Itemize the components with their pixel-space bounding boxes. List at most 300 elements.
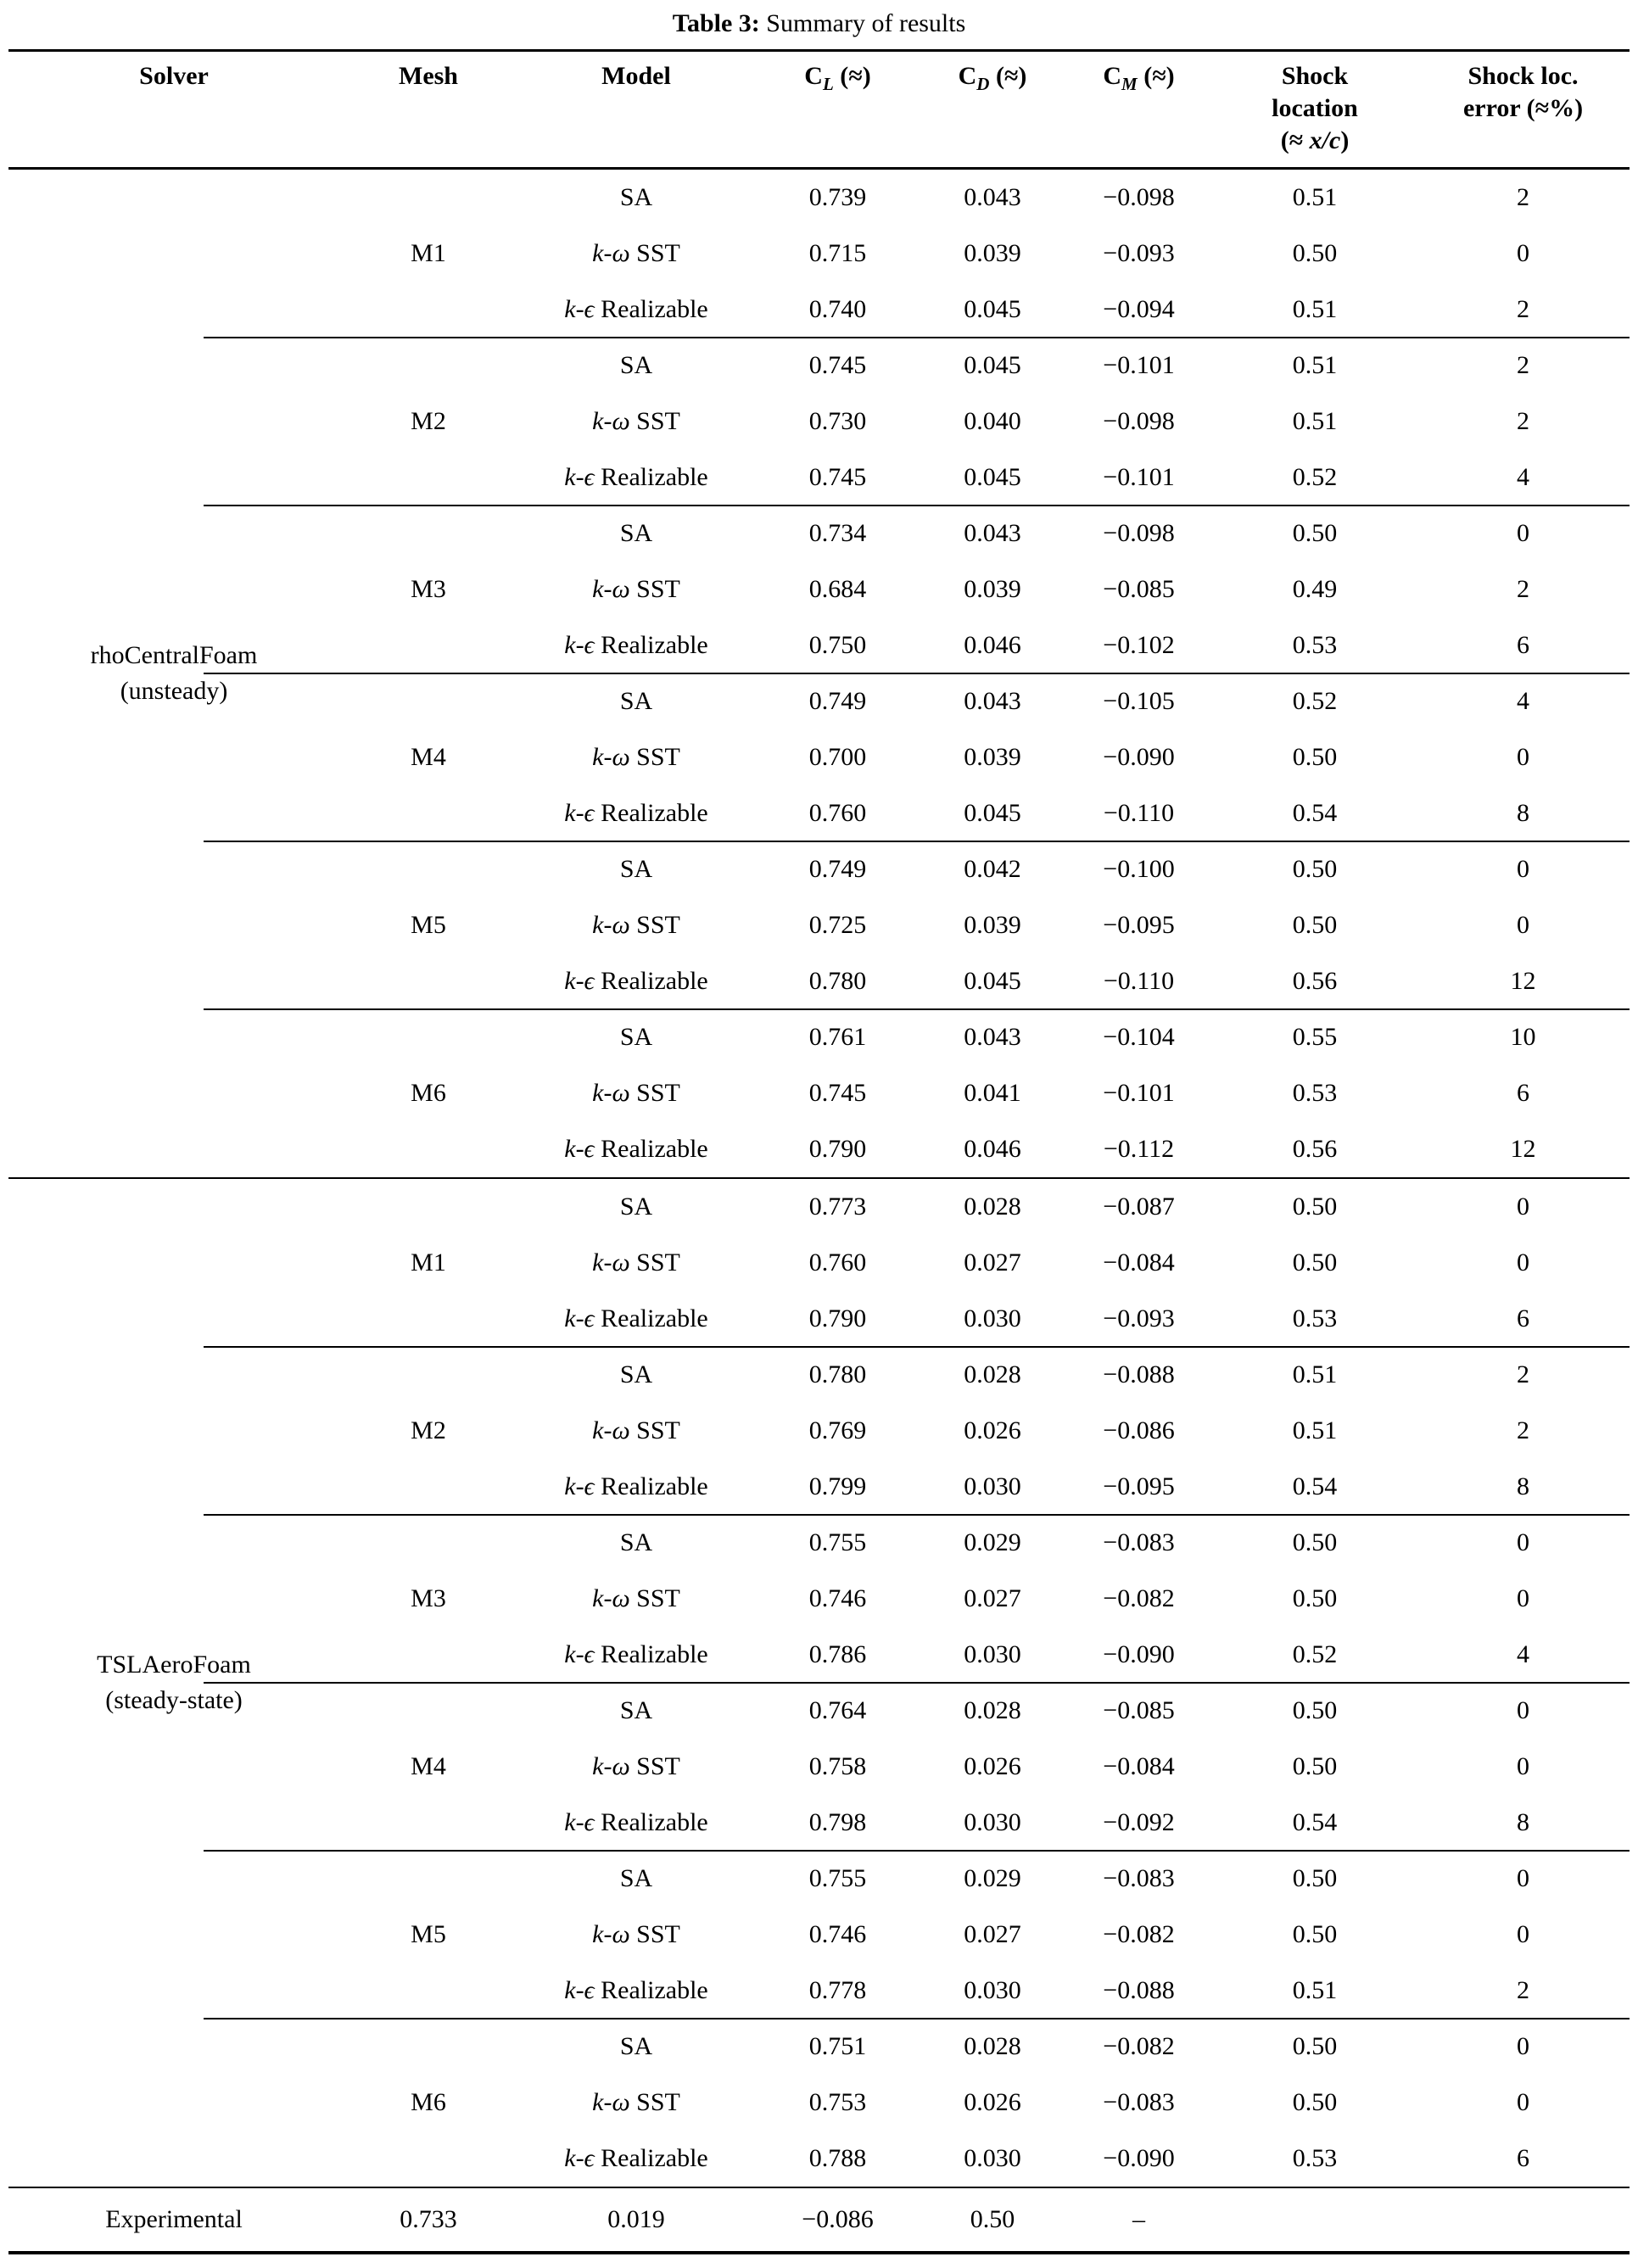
cell-cl: 0.769	[808, 1416, 867, 1444]
model-math-symbol: k-ω	[592, 1584, 630, 1612]
cell-cd: 0.043	[964, 1023, 1021, 1051]
cell-cm: −0.102	[1103, 631, 1175, 659]
cell-cd: 0.027	[964, 1920, 1021, 1948]
experimental-cm: −0.086	[802, 2205, 874, 2233]
model-label: SA	[619, 1864, 653, 1892]
cell-error: 8	[1517, 799, 1529, 827]
model-math-symbol: k-ϵ	[564, 1304, 595, 1332]
cell-error: 12	[1510, 967, 1536, 995]
cell-shock: 0.54	[1292, 1808, 1338, 1836]
cl-approx: (≈)	[833, 62, 871, 90]
model-label: k-ϵ Realizable	[564, 2144, 708, 2172]
cell-error: 6	[1517, 1304, 1529, 1332]
experimental-shock: 0.50	[970, 2205, 1015, 2233]
mesh-label: M5	[411, 1920, 446, 1948]
cell-cm: −0.083	[1103, 2088, 1175, 2116]
bottom-rule	[8, 2251, 1630, 2254]
cell-shock: 0.51	[1292, 1976, 1338, 2004]
solver-name: TSLAeroFoam	[97, 1651, 251, 1679]
model-label: k-ω SST	[592, 743, 680, 771]
mesh-label: M5	[411, 911, 446, 939]
mesh-label: M2	[411, 407, 446, 435]
cell-cl: 0.730	[808, 407, 867, 435]
mesh-block-m6	[8, 2019, 1630, 2187]
mesh-block-m1	[8, 170, 1630, 338]
cell-cm: −0.082	[1103, 1584, 1175, 1612]
cell-cm: −0.090	[1103, 2144, 1175, 2172]
cell-cl: 0.746	[808, 1920, 867, 1948]
cell-cd: 0.026	[964, 1416, 1021, 1444]
mesh-block-m3	[8, 506, 1630, 673]
mesh-block-m4	[8, 673, 1630, 841]
mesh-label: M3	[411, 1584, 446, 1612]
model-label: k-ϵ Realizable	[564, 799, 708, 827]
cell-error: 0	[1517, 1193, 1529, 1221]
model-label: k-ϵ Realizable	[564, 1135, 708, 1163]
mesh-block-m6	[8, 1009, 1630, 1177]
col-header-shock-error	[1417, 60, 1630, 157]
cell-cd: 0.027	[964, 1249, 1021, 1276]
cell-cl: 0.745	[808, 463, 867, 491]
model-math-symbol: k-ω	[592, 407, 630, 435]
cell-cl: 0.780	[808, 1360, 867, 1388]
cell-error: 0	[1517, 1584, 1529, 1612]
cell-cl: 0.753	[808, 2088, 867, 2116]
cell-shock: 0.50	[1292, 1193, 1338, 1221]
experimental-empty-1	[1213, 2190, 1417, 2249]
cell-cl: 0.749	[808, 855, 867, 883]
cell-cd: 0.045	[964, 295, 1021, 323]
cell-cl: 0.786	[808, 1640, 867, 1668]
cell-error: 0	[1517, 519, 1529, 547]
model-label: k-ϵ Realizable	[564, 967, 708, 995]
cell-cl: 0.780	[808, 967, 867, 995]
col-header-cl	[755, 60, 920, 157]
table-header	[8, 52, 1630, 167]
cell-shock: 0.50	[1292, 855, 1338, 883]
cell-cm: −0.101	[1103, 351, 1175, 379]
cm-approx: (≈)	[1137, 62, 1175, 90]
model-math-symbol: k-ω	[592, 1079, 630, 1107]
col-header-solver: Solver	[139, 62, 209, 90]
shock-location-line1: Shock	[1281, 62, 1349, 90]
cell-cd: 0.039	[964, 239, 1021, 267]
col-header-model: Model	[601, 62, 671, 90]
cell-cd: 0.026	[964, 2088, 1021, 2116]
cell-cl: 0.750	[808, 631, 867, 659]
cell-cd: 0.045	[964, 799, 1021, 827]
mesh-block-m3	[8, 1515, 1630, 1683]
cell-cd: 0.030	[964, 2144, 1021, 2172]
mesh-blocks-rhocentralfoam	[8, 170, 1630, 1177]
cell-cd: 0.026	[964, 1752, 1021, 1780]
mesh-block-m2	[8, 1347, 1630, 1515]
solver-group-tslaerofoam	[8, 1179, 1630, 2187]
cell-cl: 0.773	[808, 1193, 867, 1221]
cell-cd: 0.039	[964, 911, 1021, 939]
model-math-symbol: k-ϵ	[564, 799, 595, 827]
table-caption-label: Table 3:	[672, 9, 760, 37]
model-label: k-ω SST	[592, 1079, 680, 1107]
cell-cm: −0.082	[1103, 2032, 1175, 2060]
mesh-label: M1	[411, 239, 446, 267]
shock-error-line1: Shock loc.	[1467, 62, 1579, 90]
cell-cm: −0.084	[1103, 1752, 1175, 1780]
cell-error: 2	[1517, 407, 1529, 435]
model-label: SA	[619, 855, 653, 883]
shock-error-line2: error (≈%)	[1462, 94, 1584, 122]
cd-subscript: D	[976, 74, 990, 94]
cell-cl: 0.715	[808, 239, 867, 267]
cell-cl: 0.740	[808, 295, 867, 323]
cell-cl: 0.700	[808, 743, 867, 771]
cell-cm: −0.087	[1103, 1193, 1175, 1221]
model-label: k-ω SST	[592, 2088, 680, 2116]
cell-cd: 0.043	[964, 183, 1021, 211]
cell-cd: 0.045	[964, 351, 1021, 379]
cell-error: 2	[1517, 351, 1529, 379]
model-label: k-ϵ Realizable	[564, 463, 708, 491]
mesh-block-m5	[8, 841, 1630, 1009]
cell-shock: 0.50	[1292, 911, 1338, 939]
cell-error: 0	[1517, 1528, 1529, 1556]
model-math-symbol: k-ω	[592, 911, 630, 939]
cell-shock: 0.50	[1292, 2032, 1338, 2060]
cell-cd: 0.041	[964, 1079, 1021, 1107]
cell-cd: 0.028	[964, 1193, 1021, 1221]
cell-cl: 0.751	[808, 2032, 867, 2060]
cell-cl: 0.739	[808, 183, 867, 211]
model-label: k-ϵ Realizable	[564, 295, 708, 323]
cell-shock: 0.55	[1292, 1023, 1338, 1051]
model-label: SA	[619, 687, 653, 715]
cell-cd: 0.030	[964, 1640, 1021, 1668]
cell-cd: 0.030	[964, 1808, 1021, 1836]
cell-error: 0	[1517, 855, 1529, 883]
cell-cl: 0.725	[808, 911, 867, 939]
mesh-label: M3	[411, 575, 446, 603]
model-label: k-ω SST	[592, 911, 680, 939]
model-math-symbol: k-ω	[592, 1920, 630, 1948]
cell-cm: −0.083	[1103, 1864, 1175, 1892]
cell-cm: −0.101	[1103, 1079, 1175, 1107]
cell-cm: −0.093	[1103, 239, 1175, 267]
cell-cm: −0.101	[1103, 463, 1175, 491]
cell-shock: 0.54	[1292, 799, 1338, 827]
cell-cm: −0.098	[1103, 407, 1175, 435]
cell-cd: 0.028	[964, 1696, 1021, 1724]
solver-group-rhocentralfoam	[8, 170, 1630, 1177]
mesh-block-m1	[8, 1179, 1630, 1347]
cell-shock: 0.50	[1292, 1696, 1338, 1724]
cell-shock: 0.52	[1292, 463, 1338, 491]
cell-error: 0	[1517, 1752, 1529, 1780]
model-label: k-ω SST	[592, 1752, 680, 1780]
cell-error: 2	[1517, 295, 1529, 323]
cell-cl: 0.758	[808, 1752, 867, 1780]
cell-shock: 0.51	[1292, 351, 1338, 379]
cell-error: 2	[1517, 183, 1529, 211]
cell-cm: −0.100	[1103, 855, 1175, 883]
model-label: k-ϵ Realizable	[564, 1640, 708, 1668]
model-label: k-ω SST	[592, 407, 680, 435]
cell-cl: 0.790	[808, 1135, 867, 1163]
cell-error: 2	[1517, 1976, 1529, 2004]
cell-cl: 0.760	[808, 1249, 867, 1276]
solver-name: rhoCentralFoam	[90, 641, 258, 669]
model-math-symbol: k-ω	[592, 575, 630, 603]
cell-shock: 0.53	[1292, 1304, 1338, 1332]
cell-shock: 0.56	[1292, 967, 1338, 995]
cell-cm: −0.090	[1103, 1640, 1175, 1668]
cell-cd: 0.028	[964, 1360, 1021, 1388]
cell-cl: 0.760	[808, 799, 867, 827]
cell-shock: 0.52	[1292, 687, 1338, 715]
model-label: k-ϵ Realizable	[564, 1808, 708, 1836]
cell-cd: 0.045	[964, 967, 1021, 995]
cell-cm: −0.085	[1103, 575, 1175, 603]
cell-error: 6	[1517, 1079, 1529, 1107]
cell-error: 4	[1517, 463, 1529, 491]
cell-cm: −0.095	[1103, 1472, 1175, 1500]
cell-cm: −0.105	[1103, 687, 1175, 715]
cell-shock: 0.50	[1292, 1249, 1338, 1276]
cl-symbol: C	[804, 62, 823, 90]
cell-cd: 0.042	[964, 855, 1021, 883]
model-label: SA	[619, 2032, 653, 2060]
cd-symbol: C	[958, 62, 977, 90]
model-math-symbol: k-ω	[592, 743, 630, 771]
cell-error: 2	[1517, 575, 1529, 603]
cell-cd: 0.046	[964, 631, 1021, 659]
cm-symbol: C	[1103, 62, 1122, 90]
cell-cl: 0.755	[808, 1528, 867, 1556]
model-label: SA	[619, 1696, 653, 1724]
model-label: SA	[619, 1360, 653, 1388]
cell-error: 4	[1517, 687, 1529, 715]
cell-shock: 0.53	[1292, 2144, 1338, 2172]
model-math-symbol: k-ϵ	[564, 2144, 595, 2172]
experimental-label: Experimental	[105, 2205, 243, 2233]
cell-shock: 0.50	[1292, 239, 1338, 267]
cell-cd: 0.043	[964, 519, 1021, 547]
cell-cd: 0.046	[964, 1135, 1021, 1163]
cell-error: 0	[1517, 743, 1529, 771]
cell-shock: 0.51	[1292, 295, 1338, 323]
cell-cm: −0.088	[1103, 1360, 1175, 1388]
cell-cl: 0.798	[808, 1808, 867, 1836]
cell-cl: 0.746	[808, 1584, 867, 1612]
cell-error: 2	[1517, 1360, 1529, 1388]
model-label: k-ϵ Realizable	[564, 1304, 708, 1332]
cell-cm: −0.090	[1103, 743, 1175, 771]
shock-location-close: )	[1340, 126, 1350, 154]
cell-shock: 0.50	[1292, 1752, 1338, 1780]
cell-cd: 0.040	[964, 407, 1021, 435]
model-math-symbol: k-ϵ	[564, 1135, 595, 1163]
cl-subscript: L	[822, 74, 834, 94]
mesh-label: M4	[411, 743, 446, 771]
model-label: SA	[619, 183, 653, 211]
mesh-label: M6	[411, 1079, 446, 1107]
cell-cl: 0.778	[808, 1976, 867, 2004]
cell-shock: 0.51	[1292, 407, 1338, 435]
model-label: k-ϵ Realizable	[564, 631, 708, 659]
cell-error: 0	[1517, 911, 1529, 939]
cell-shock: 0.50	[1292, 1920, 1338, 1948]
mesh-label: M6	[411, 2088, 446, 2116]
cell-error: 0	[1517, 2032, 1529, 2060]
cell-shock: 0.51	[1292, 1416, 1338, 1444]
cell-shock: 0.52	[1292, 1640, 1338, 1668]
shock-location-math: x/c	[1309, 126, 1341, 154]
model-math-symbol: k-ϵ	[564, 1808, 595, 1836]
model-math-symbol: k-ω	[592, 1249, 630, 1276]
mesh-label: M1	[411, 1249, 446, 1276]
cell-cm: −0.088	[1103, 1976, 1175, 2004]
cell-cm: −0.092	[1103, 1808, 1175, 1836]
cell-shock: 0.51	[1292, 1360, 1338, 1388]
model-label: k-ϵ Realizable	[564, 1472, 708, 1500]
cell-error: 0	[1517, 1920, 1529, 1948]
experimental-cd: 0.019	[607, 2205, 665, 2233]
col-header-cm	[1065, 60, 1213, 157]
experimental-empty-2	[1417, 2190, 1630, 2249]
cell-cm: −0.093	[1103, 1304, 1175, 1332]
cell-error: 8	[1517, 1808, 1529, 1836]
cell-cm: −0.112	[1103, 1135, 1175, 1163]
cell-shock: 0.50	[1292, 519, 1338, 547]
model-label: k-ω SST	[592, 575, 680, 603]
table-caption-text: Summary of results	[759, 9, 966, 37]
model-math-symbol: k-ϵ	[564, 1976, 595, 2004]
model-label: k-ω SST	[592, 1584, 680, 1612]
solver-mode: (steady-state)	[105, 1686, 243, 1714]
cell-cm: −0.110	[1103, 799, 1175, 827]
cell-cm: −0.104	[1103, 1023, 1175, 1051]
cell-error: 2	[1517, 1416, 1529, 1444]
cell-cl: 0.790	[808, 1304, 867, 1332]
cd-approx: (≈)	[989, 62, 1027, 90]
model-label: SA	[619, 1528, 653, 1556]
cell-cm: −0.098	[1103, 183, 1175, 211]
cell-cl: 0.734	[808, 519, 867, 547]
cell-shock: 0.53	[1292, 1079, 1338, 1107]
cell-cm: −0.095	[1103, 911, 1175, 939]
cell-cd: 0.039	[964, 575, 1021, 603]
cell-error: 6	[1517, 2144, 1529, 2172]
cell-shock: 0.50	[1292, 1584, 1338, 1612]
model-label: SA	[619, 1193, 653, 1221]
cell-error: 10	[1510, 1023, 1536, 1051]
model-math-symbol: k-ϵ	[564, 1640, 595, 1668]
model-label: SA	[619, 519, 653, 547]
cell-cd: 0.029	[964, 1528, 1021, 1556]
model-label: SA	[619, 1023, 653, 1051]
cell-shock: 0.49	[1292, 575, 1338, 603]
cell-cl: 0.761	[808, 1023, 867, 1051]
model-math-symbol: k-ϵ	[564, 463, 595, 491]
cell-cm: −0.094	[1103, 295, 1175, 323]
cell-error: 8	[1517, 1472, 1529, 1500]
cell-shock: 0.51	[1292, 183, 1338, 211]
cell-cl: 0.745	[808, 1079, 867, 1107]
cell-shock: 0.56	[1292, 1135, 1338, 1163]
mesh-blocks-tslaerofoam	[8, 1179, 1630, 2187]
model-math-symbol: k-ϵ	[564, 1472, 595, 1500]
cell-cm: −0.082	[1103, 1920, 1175, 1948]
model-label: k-ω SST	[592, 1249, 680, 1276]
cell-shock: 0.50	[1292, 1528, 1338, 1556]
cell-error: 0	[1517, 239, 1529, 267]
solver-mode: (unsteady)	[120, 677, 228, 705]
shock-location-line3	[1213, 125, 1417, 157]
model-label: k-ω SST	[592, 1416, 680, 1444]
cell-shock: 0.50	[1292, 2088, 1338, 2116]
shock-location-line2: location	[1272, 94, 1358, 122]
cell-cl: 0.788	[808, 2144, 867, 2172]
cell-error: 0	[1517, 1696, 1529, 1724]
cell-cm: −0.098	[1103, 519, 1175, 547]
col-header-shock-location	[1213, 60, 1417, 157]
mesh-label: M4	[411, 1752, 446, 1780]
cell-cm: −0.110	[1103, 967, 1175, 995]
cell-cd: 0.029	[964, 1864, 1021, 1892]
model-math-symbol: k-ω	[592, 1416, 630, 1444]
cell-shock: 0.50	[1292, 743, 1338, 771]
experimental-row	[8, 2188, 1630, 2251]
model-label: k-ω SST	[592, 239, 680, 267]
model-math-symbol: k-ω	[592, 1752, 630, 1780]
cm-subscript: M	[1121, 74, 1138, 94]
cell-cd: 0.028	[964, 2032, 1021, 2060]
cell-error: 0	[1517, 1864, 1529, 1892]
model-math-symbol: k-ϵ	[564, 631, 595, 659]
cell-shock: 0.50	[1292, 1864, 1338, 1892]
model-math-symbol: k-ϵ	[564, 967, 595, 995]
cell-cl: 0.749	[808, 687, 867, 715]
mesh-label: M2	[411, 1416, 446, 1444]
cell-error: 6	[1517, 631, 1529, 659]
cell-cl: 0.684	[808, 575, 867, 603]
cell-cd: 0.039	[964, 743, 1021, 771]
mesh-block-m4	[8, 1683, 1630, 1851]
model-math-symbol: k-ω	[592, 239, 630, 267]
cell-cd: 0.030	[964, 1472, 1021, 1500]
cell-error: 0	[1517, 1249, 1529, 1276]
table-caption	[8, 5, 1630, 49]
cell-shock: 0.53	[1292, 631, 1338, 659]
cell-error: 4	[1517, 1640, 1529, 1668]
cell-error: 12	[1510, 1135, 1536, 1163]
cell-cd: 0.045	[964, 463, 1021, 491]
model-label: SA	[619, 351, 653, 379]
shock-location-open: (≈	[1280, 126, 1310, 154]
cell-cd: 0.027	[964, 1584, 1021, 1612]
cell-cl: 0.764	[808, 1696, 867, 1724]
cell-cm: −0.083	[1103, 1528, 1175, 1556]
model-math-symbol: k-ϵ	[564, 295, 595, 323]
cell-cd: 0.030	[964, 1976, 1021, 2004]
experimental-error: –	[1132, 2205, 1145, 2233]
cell-cm: −0.086	[1103, 1416, 1175, 1444]
cell-cm: −0.084	[1103, 1249, 1175, 1276]
cell-error: 0	[1517, 2088, 1529, 2116]
cell-cd: 0.030	[964, 1304, 1021, 1332]
cell-cl: 0.745	[808, 351, 867, 379]
cell-cm: −0.085	[1103, 1696, 1175, 1724]
cell-cl: 0.799	[808, 1472, 867, 1500]
